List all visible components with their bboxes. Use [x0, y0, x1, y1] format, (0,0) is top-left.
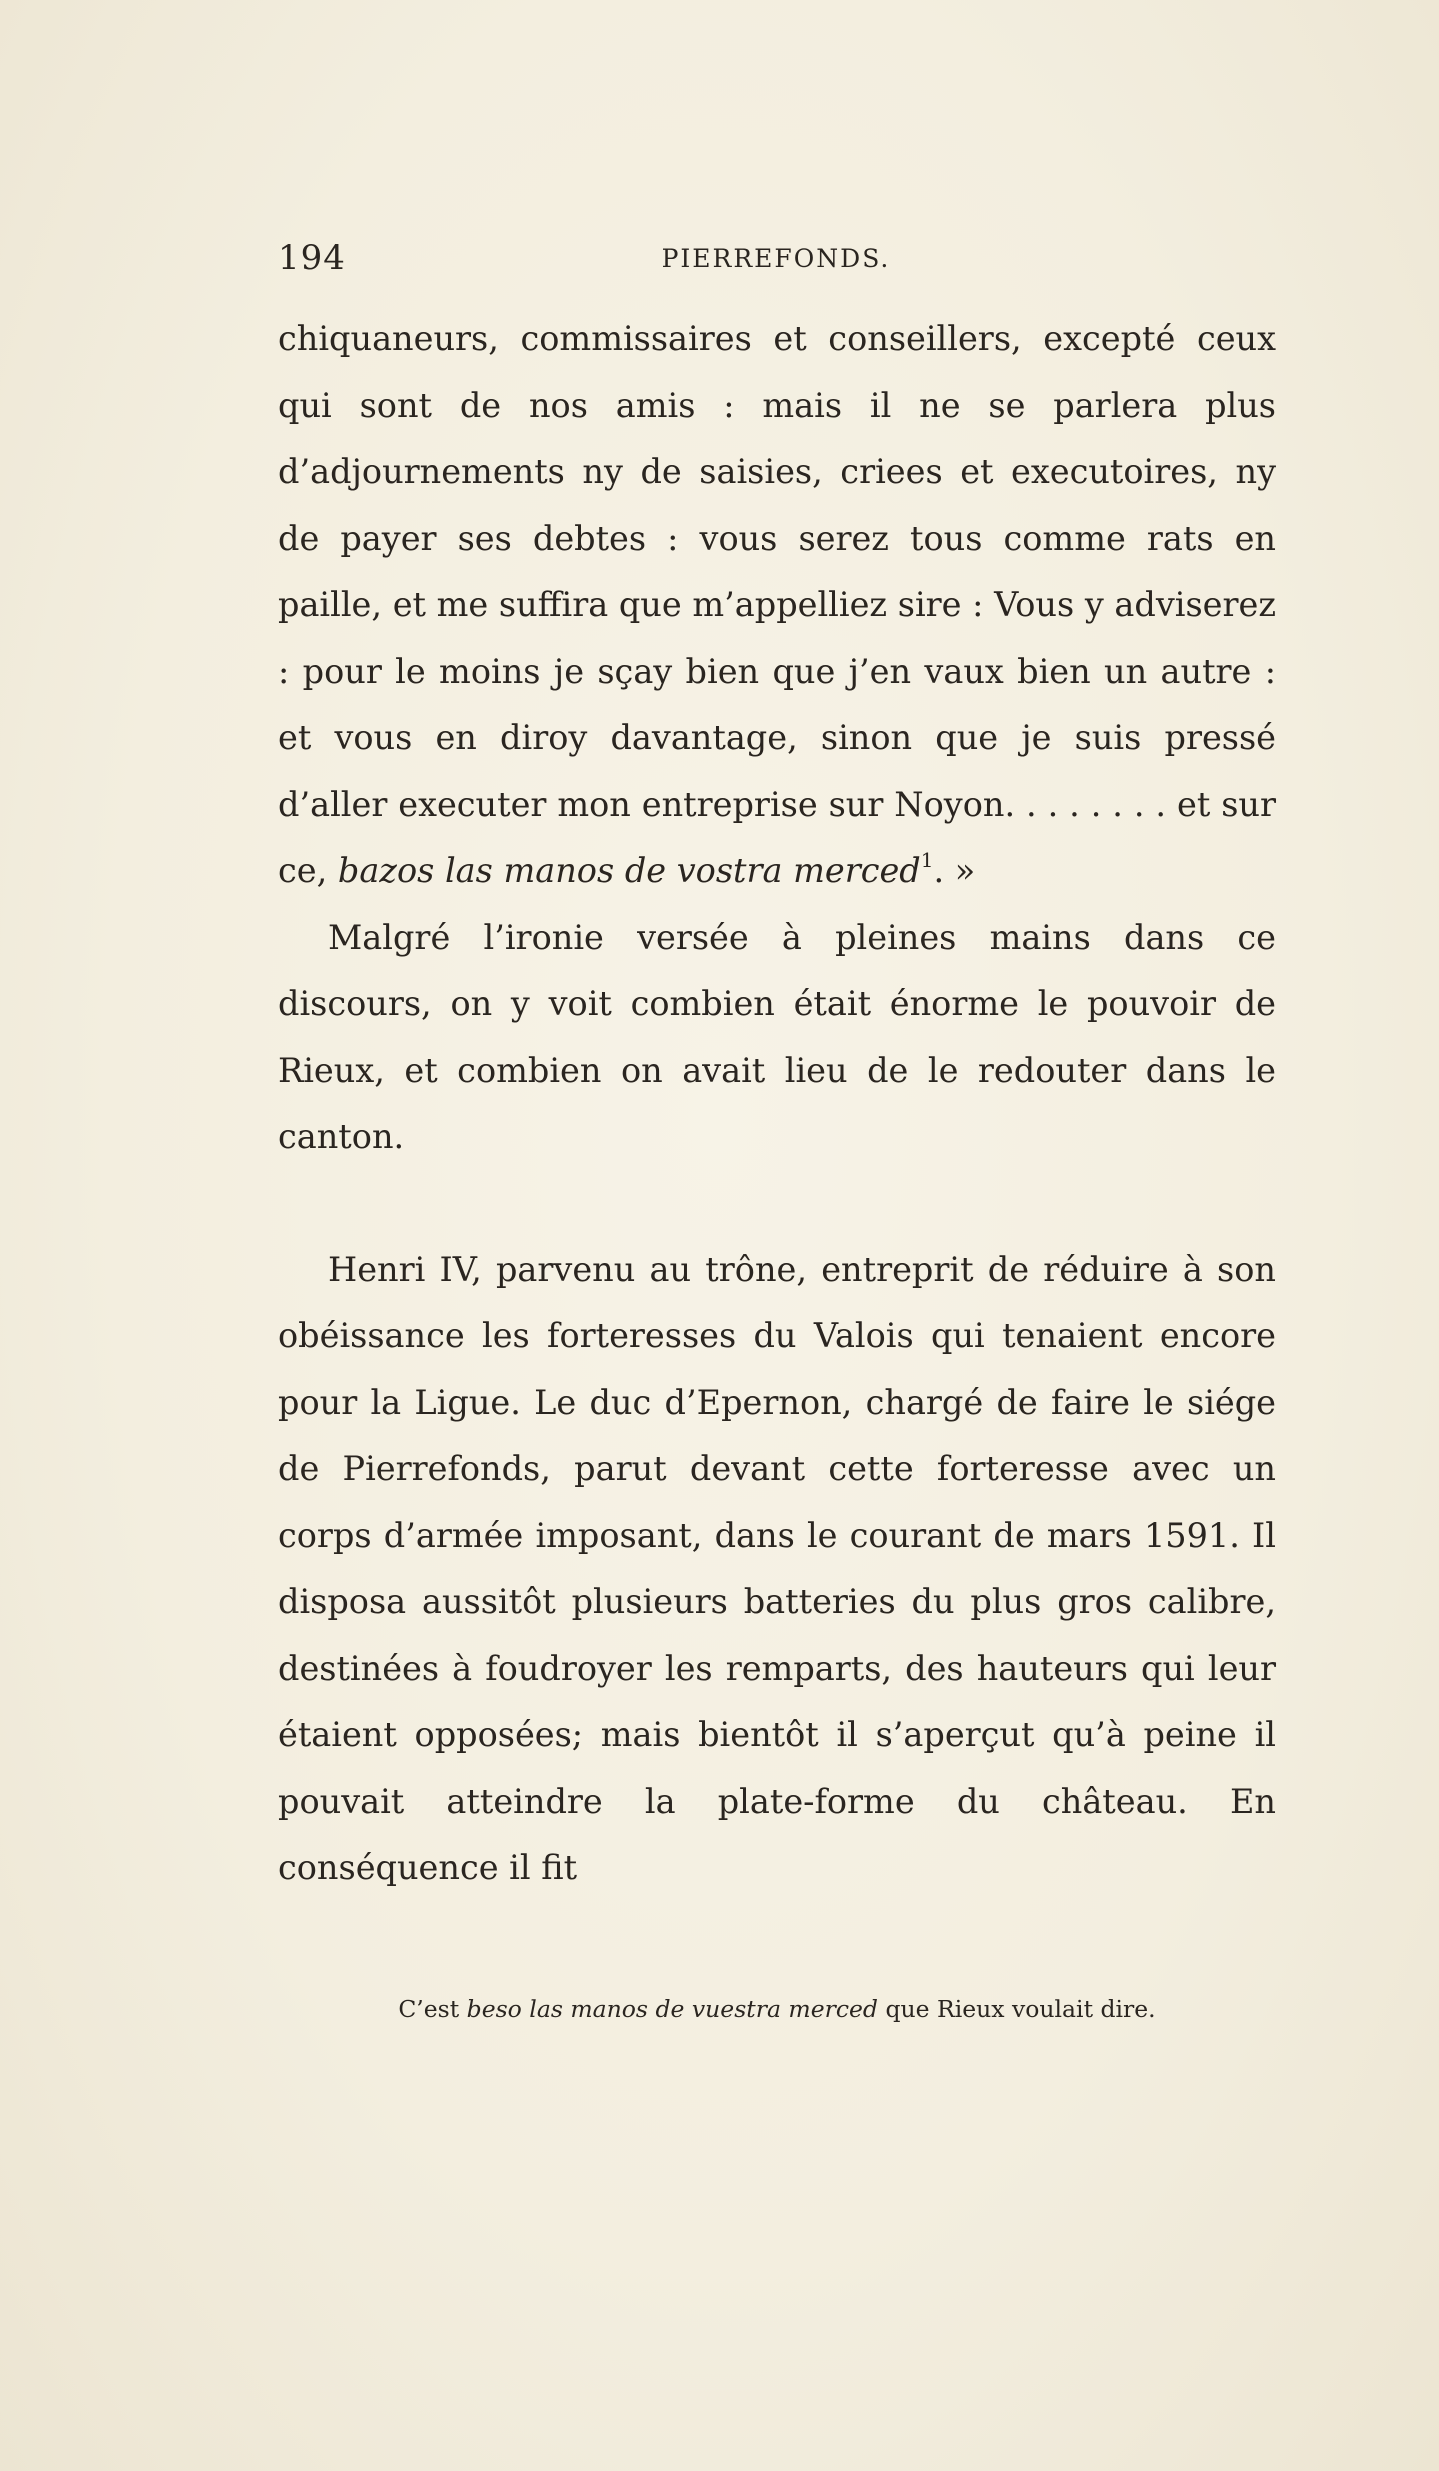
page-header — [278, 238, 1274, 288]
footnote-reference: 1 — [920, 848, 934, 872]
main-text — [278, 306, 1276, 1902]
quote-italic-phrase: bazos las manos de vostra merced — [337, 851, 921, 890]
footnote-prefix: C’est — [398, 1995, 467, 2023]
page-number: 194 — [278, 238, 346, 278]
footnote-suffix: que Rieux voulait dire. — [877, 1995, 1156, 2023]
section-gap — [278, 1171, 1276, 1237]
running-title: PIERREFONDS. — [661, 244, 891, 273]
quote-closing: . » — [933, 851, 976, 890]
paragraph-irony: Malgré l’ironie versée à pleines mains dans ce discours, on y voit combien était énorme le pouvoir de Rieux, et combien on avait lieu de le redouter dans le canton. — [278, 917, 1276, 1156]
quote-text: chiquaneurs, commissaires et conseillers, excepté ceux qui sont de nos amis : mais il ne se parlera plus d’adjournements ny de saisies, criees et executoires, ny de payer ses debtes : vous serez tous comme rats en paille, et me suffira que m’appelliez sire : Vous y adviserez : pour le moins je sçay bien que j’en vaux bien un autre : et vous en diroy davantage, sinon que je suis pressé d’aller executer mon entreprise sur Noyon. . . . . . . . et sur ce, — [278, 319, 1276, 890]
paragraph-henri-iv: Henri IV, parvenu au trône, entreprit de réduire à son obéissance les forteresses du Valois qui tenaient encore pour la Ligue. Le duc d’Epernon, chargé de faire le siége de Pierrefonds, parut devant cette forteresse avec un corps d’armée imposant, dans le courant de mars 1591. Il disposa aussitôt plusieurs batteries du plus gros calibre, destinées à foudroyer les remparts, des hauteurs qui leur étaient opposées; mais bientôt il s’aperçut qu’à peine il pouvait atteindre la plate-forme du château. En conséquence il fit — [278, 1249, 1276, 1887]
footnote — [278, 1991, 1276, 2027]
footnote-italic-phrase: beso las manos de vuestra merced — [466, 1995, 878, 2023]
quote-paragraph — [278, 306, 1276, 905]
